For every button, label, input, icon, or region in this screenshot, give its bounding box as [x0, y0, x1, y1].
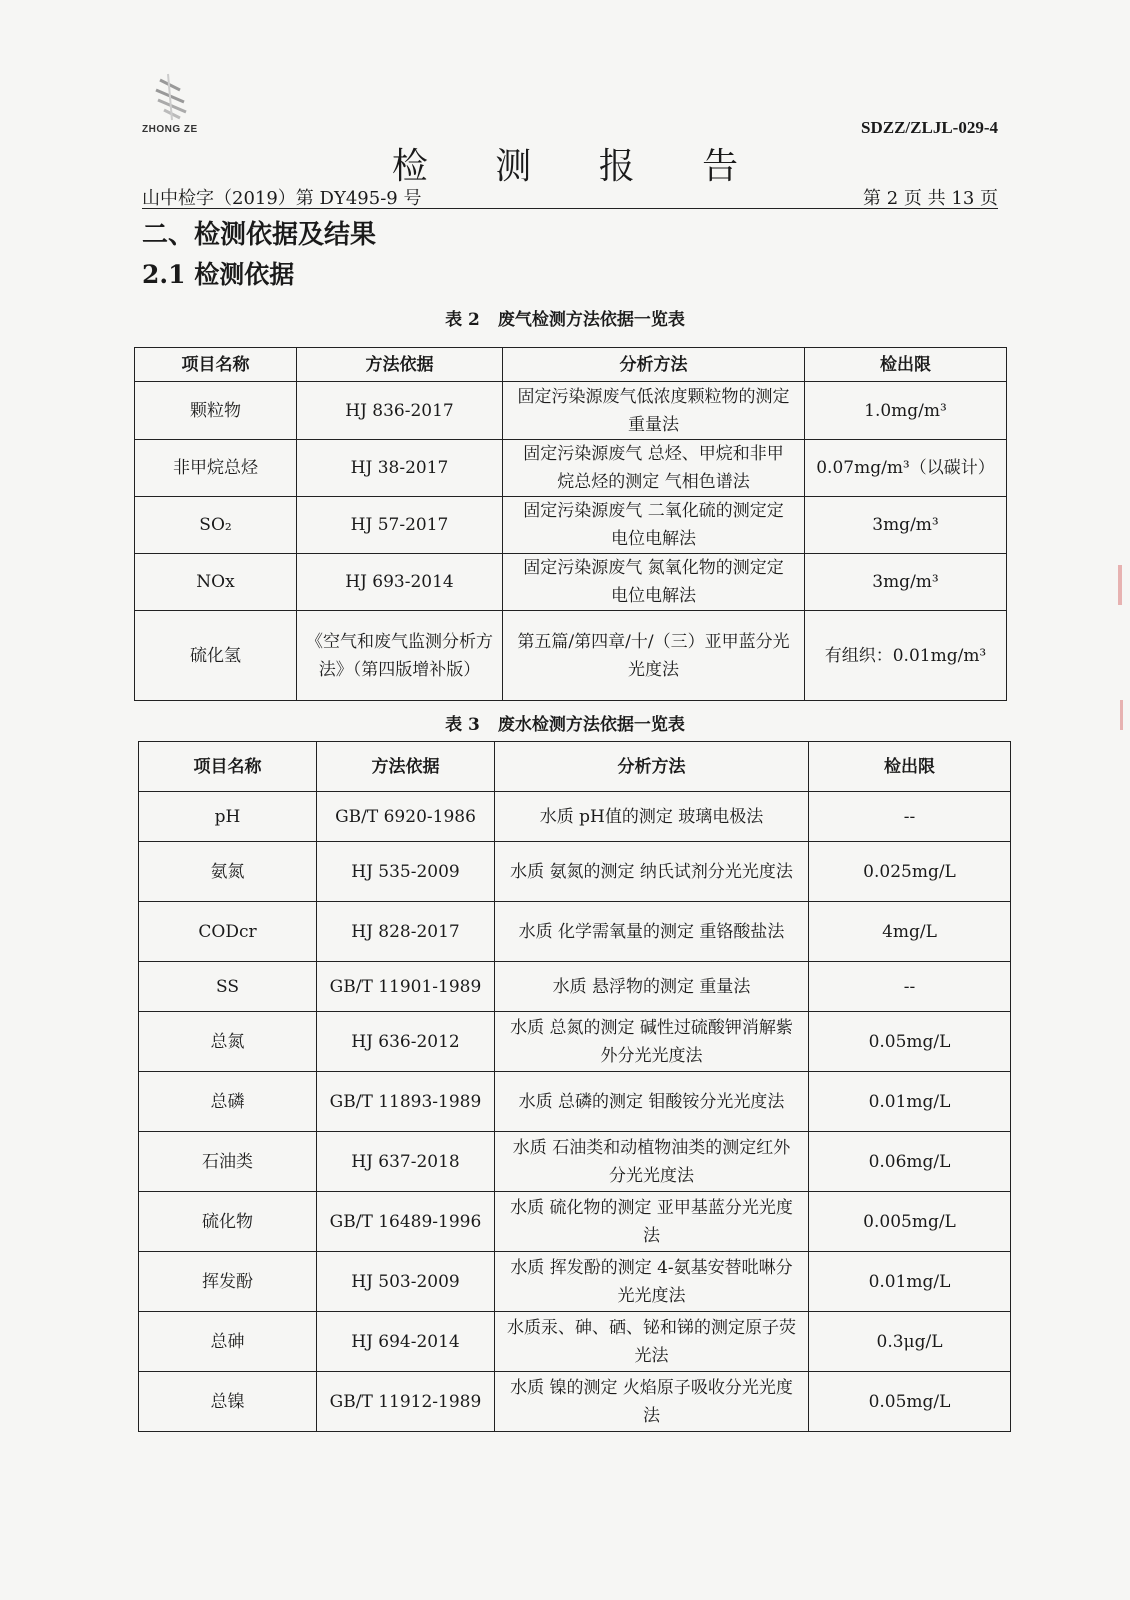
detection-limit: 0.3μg/L	[809, 1312, 1011, 1372]
section-heading: 二、检测依据及结果	[142, 220, 377, 250]
item-name: 硫化物	[139, 1192, 317, 1252]
method-basis: GB/T 11893-1989	[317, 1072, 495, 1132]
report-title: 检 测 报 告	[391, 146, 767, 187]
method-basis: HJ 828-2017	[317, 902, 495, 962]
table-row	[139, 1372, 1011, 1432]
method-basis: HJ 636-2012	[317, 1012, 495, 1072]
table-row	[139, 962, 1011, 1012]
table-row	[139, 1132, 1011, 1192]
detection-limit: 0.06mg/L	[809, 1132, 1011, 1192]
analysis-method: 水质 化学需氧量的测定 重铬酸盐法	[495, 902, 809, 962]
column-header: 项目名称	[139, 742, 317, 792]
column-header: 检出限	[805, 348, 1007, 382]
item-name: 总镍	[139, 1372, 317, 1432]
column-header: 方法依据	[297, 348, 503, 382]
table-row	[139, 902, 1011, 962]
item-name: 总磷	[139, 1072, 317, 1132]
column-header: 项目名称	[135, 348, 297, 382]
detection-limit: 1.0mg/m³	[805, 382, 1007, 440]
analysis-method: 固定污染源废气 氮氧化物的测定定电位电解法	[503, 554, 805, 611]
stamp-edge-mark	[1120, 700, 1123, 730]
item-name: pH	[139, 792, 317, 842]
analysis-method: 固定污染源废气低浓度颗粒物的测定 重量法	[503, 382, 805, 440]
analysis-method: 水质 悬浮物的测定 重量法	[495, 962, 809, 1012]
analysis-method: 第五篇/第四章/十/（三）亚甲蓝分光光度法	[503, 611, 805, 701]
company-logo	[142, 72, 212, 136]
analysis-method: 水质汞、砷、硒、铋和锑的测定原子荧光法	[495, 1312, 809, 1372]
method-basis: GB/T 11912-1989	[317, 1372, 495, 1432]
detection-limit: 0.01mg/L	[809, 1072, 1011, 1132]
table-row	[139, 842, 1011, 902]
analysis-method: 水质 总氮的测定 碱性过硫酸钾消解紫外分光光度法	[495, 1012, 809, 1072]
method-basis: HJ 57-2017	[297, 497, 503, 554]
method-basis: HJ 637-2018	[317, 1132, 495, 1192]
item-name: SO₂	[135, 497, 297, 554]
detection-limit: 0.005mg/L	[809, 1192, 1011, 1252]
detection-limit: 3mg/m³	[805, 554, 1007, 611]
table-row	[139, 1012, 1011, 1072]
item-name: 非甲烷总烃	[135, 440, 297, 497]
stamp-edge-mark	[1118, 565, 1122, 605]
wastewater-methods-table	[138, 741, 1011, 1432]
table3-caption	[0, 710, 1130, 735]
item-name: 石油类	[139, 1132, 317, 1192]
detection-limit: --	[809, 962, 1011, 1012]
table2-caption-number: 表 2	[445, 310, 480, 330]
method-basis: HJ 694-2014	[317, 1312, 495, 1372]
analysis-method: 水质 pH值的测定 玻璃电极法	[495, 792, 809, 842]
column-header: 分析方法	[503, 348, 805, 382]
item-name: 氨氮	[139, 842, 317, 902]
header-divider	[142, 208, 998, 209]
analysis-method: 水质 镍的测定 火焰原子吸收分光光度法	[495, 1372, 809, 1432]
method-basis: GB/T 11901-1989	[317, 962, 495, 1012]
table-header-row	[135, 348, 1007, 382]
method-basis: HJ 38-2017	[297, 440, 503, 497]
analysis-method: 固定污染源废气 总烃、甲烷和非甲烷总烃的测定 气相色谱法	[503, 440, 805, 497]
item-name: 总氮	[139, 1012, 317, 1072]
detection-limit: 0.05mg/L	[809, 1012, 1011, 1072]
table2-caption	[0, 305, 1130, 330]
exhaust-gas-methods-table	[134, 347, 1007, 701]
analysis-method: 水质 氨氮的测定 纳氏试剂分光光度法	[495, 842, 809, 902]
table3-caption-title: 废水检测方法依据一览表	[497, 715, 685, 735]
method-basis: GB/T 6920-1986	[317, 792, 495, 842]
item-name: CODcr	[139, 902, 317, 962]
analysis-method: 固定污染源废气 二氧化硫的测定定电位电解法	[503, 497, 805, 554]
page-indicator: 第 2 页 共 13 页	[863, 188, 998, 209]
analysis-method: 水质 挥发酚的测定 4-氨基安替吡啉分光光度法	[495, 1252, 809, 1312]
column-header: 方法依据	[317, 742, 495, 792]
table-row	[139, 1312, 1011, 1372]
analysis-method: 水质 总磷的测定 钼酸铵分光光度法	[495, 1072, 809, 1132]
table-header-row	[139, 742, 1011, 792]
method-basis: 《空气和废气监测分析方法》（第四版增补版）	[297, 611, 503, 701]
item-name: 挥发酚	[139, 1252, 317, 1312]
table-row	[135, 440, 1007, 497]
detection-limit: 0.07mg/m³（以碳计）	[805, 440, 1007, 497]
detection-limit: 有组织：0.01mg/m³	[805, 611, 1007, 701]
analysis-method: 水质 石油类和动植物油类的测定红外分光光度法	[495, 1132, 809, 1192]
method-basis: HJ 693-2014	[297, 554, 503, 611]
item-name: 颗粒物	[135, 382, 297, 440]
table3-caption-number: 表 3	[445, 715, 480, 735]
method-basis: HJ 836-2017	[297, 382, 503, 440]
table-row	[135, 382, 1007, 440]
logo-mark-icon	[150, 72, 194, 122]
method-basis: HJ 535-2009	[317, 842, 495, 902]
table-row	[139, 1192, 1011, 1252]
report-number: 山中检字（2019）第 DY495-9 号	[142, 188, 422, 209]
detection-limit: 0.05mg/L	[809, 1372, 1011, 1432]
method-basis: GB/T 16489-1996	[317, 1192, 495, 1252]
table-row	[135, 611, 1007, 701]
item-name: NOx	[135, 554, 297, 611]
detection-limit: 3mg/m³	[805, 497, 1007, 554]
item-name: 总砷	[139, 1312, 317, 1372]
analysis-method: 水质 硫化物的测定 亚甲基蓝分光光度法	[495, 1192, 809, 1252]
detection-limit: 0.01mg/L	[809, 1252, 1011, 1312]
document-code: SDZZ/ZLJL-029-4	[861, 118, 998, 137]
table-row	[139, 1252, 1011, 1312]
logo-text: ZHONG ZE	[142, 124, 198, 135]
detection-limit: 0.025mg/L	[809, 842, 1011, 902]
detection-limit: --	[809, 792, 1011, 842]
item-name: SS	[139, 962, 317, 1012]
table-row	[135, 554, 1007, 611]
detection-limit: 4mg/L	[809, 902, 1011, 962]
method-basis: HJ 503-2009	[317, 1252, 495, 1312]
subsection-heading: 2.1 检测依据	[142, 260, 295, 289]
item-name: 硫化氢	[135, 611, 297, 701]
table-row	[139, 1072, 1011, 1132]
table-row	[135, 497, 1007, 554]
table2-caption-title: 废气检测方法依据一览表	[497, 310, 685, 330]
column-header: 检出限	[809, 742, 1011, 792]
column-header: 分析方法	[495, 742, 809, 792]
table-row	[139, 792, 1011, 842]
